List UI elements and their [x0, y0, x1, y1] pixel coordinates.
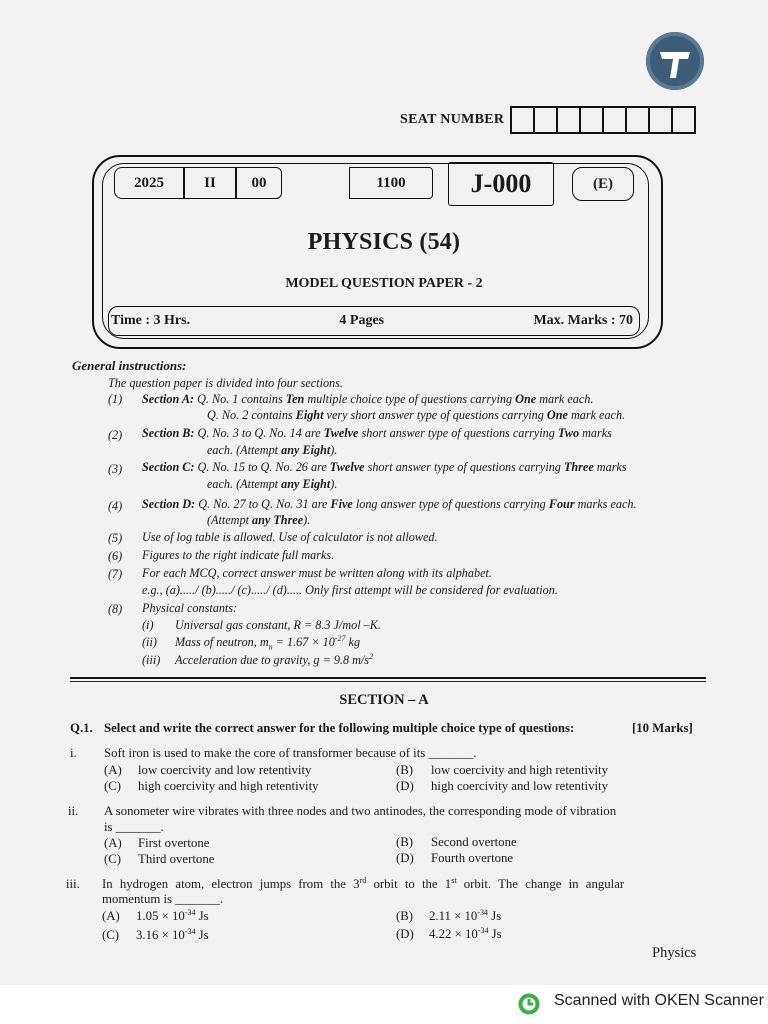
instructions-intro: The question paper is divided into four sections. — [108, 376, 343, 390]
option-text: low coercivity and high retentivity — [431, 763, 608, 777]
option-label: (C) — [104, 852, 122, 866]
subquestion-number: ii. — [68, 804, 79, 818]
option-label: (B) — [396, 763, 414, 777]
seat-number-label: SEAT NUMBER — [400, 112, 505, 127]
constant-neutron-mass: Mass of neutron, $m_n = 1.67 \times 10^{-27}$ kg — [175, 634, 361, 652]
instruction-number: (1) — [108, 392, 123, 406]
divider — [70, 677, 706, 679]
term-box: II — [184, 167, 236, 199]
option-label: (C) — [104, 779, 122, 793]
option-label: (D) — [396, 851, 414, 865]
scanner-watermark-text: Scanned with OKEN Scanner — [554, 992, 764, 1009]
constant-number: (iii) — [142, 653, 161, 667]
instruction-mcq: For each MCQ, correct answer must be written along with its alphabet. — [142, 566, 492, 580]
seat-number-field — [400, 106, 696, 134]
instruction-section-a: Section A: Q. No. 1 contains Ten multiple choice type of questions carrying One mark each. — [142, 392, 594, 406]
instruction-number: (3) — [108, 462, 123, 476]
subquestion-ii-text-line2: is _______. — [104, 820, 164, 834]
subquestion-ii-text: A sonometer wire vibrates with three nodes and two antinodes, the corresponding mode of vibration — [104, 804, 617, 818]
paper-meta-row — [108, 306, 640, 336]
option-text: $4.22 \times 10^{-34}$ Js — [429, 926, 502, 941]
instruction-number: (6) — [108, 549, 123, 563]
seat-box — [579, 106, 604, 134]
constant-gas: Universal gas constant, R = 8.3 J/mol –K. — [175, 618, 381, 632]
paper-title: PHYSICS (54) — [307, 229, 461, 255]
option-text: $1.05 \times 10^{-34}$ Js — [136, 908, 209, 923]
question-1-text: Select and write the correct answer for the following multiple choice type of questions: — [104, 721, 575, 735]
instruction-section-c: Section C: Q. No. 15 to Q. No. 26 are Twelve short answer type of questions carrying Three marks — [142, 460, 627, 474]
instruction-figures: Figures to the right indicate full marks. — [142, 548, 335, 562]
subquestion-number: i. — [70, 746, 77, 760]
number-box: 1100 — [349, 167, 433, 199]
max-marks-label: Max. Marks : 70 — [533, 313, 633, 328]
option-label: (C) — [102, 928, 120, 942]
option-text: First overtone — [138, 836, 210, 850]
option-label: (D) — [396, 927, 414, 941]
question-1-marks: [10 Marks] — [632, 721, 693, 735]
instruction-section-b: Section B: Q. No. 3 to Q. No. 14 are Twelve short answer type of questions carrying Two marks — [142, 426, 612, 440]
option-text: Fourth overtone — [431, 851, 514, 865]
option-label: (A) — [102, 909, 120, 923]
publisher-logo — [646, 32, 704, 90]
paper-subtitle: MODEL QUESTION PAPER - 2 — [285, 276, 483, 291]
instruction-log-table: Use of log table is allowed. Use of calculator is not allowed. — [142, 530, 438, 544]
subquestion-iii-text-line2: momentum is _______. — [102, 892, 224, 906]
instruction-constants: Physical constants: — [142, 601, 238, 615]
seat-box — [533, 106, 558, 134]
instructions-heading: General instructions: — [72, 358, 187, 373]
seat-box — [648, 106, 673, 134]
divider — [70, 681, 706, 682]
code-box: 00 — [236, 167, 282, 199]
instruction-section-c-line2: each. (Attempt any Eight). — [207, 477, 338, 491]
seat-number-boxes — [512, 106, 696, 134]
subquestion-i-text: Soft iron is used to make the core of transformer because of its _______. — [104, 746, 477, 760]
seat-box — [556, 106, 581, 134]
instruction-number: (7) — [108, 567, 123, 581]
constant-gravity: Acceleration due to gravity, g = 9.8 $m/s^2$ — [175, 652, 374, 667]
instruction-number: (8) — [108, 602, 123, 616]
instruction-mcq-example: e.g., (a)...../ (b)...../ (c)...../ (d)..... Only first attempt will be considered for evaluation. — [142, 583, 558, 597]
option-text: high coercivity and low retentivity — [431, 779, 608, 793]
subquestion-iii-text: In hydrogen atom, electron jumps from the 3rd orbit to the 1st orbit. The change in angular — [102, 876, 625, 891]
section-a-title: SECTION – A — [339, 692, 429, 708]
instruction-section-b-line2: each. (Attempt any Eight). — [207, 443, 338, 457]
time-label: Time : 3 Hrs. — [111, 313, 191, 328]
instruction-number: (2) — [108, 428, 123, 442]
instruction-number: (5) — [108, 531, 123, 545]
seat-box — [671, 106, 696, 134]
language-box: (E) — [572, 167, 634, 201]
option-text: $3.16 \times 10^{-34}$ Js — [136, 927, 209, 942]
question-number: Q.1. — [70, 721, 93, 735]
instruction-section-a-line2: Q. No. 2 contains Eight very short answer type of questions carrying One mark each. — [207, 408, 626, 422]
footer-subject: Physics — [652, 945, 697, 961]
instruction-section-d-line2: (Attempt any Three). — [207, 513, 311, 527]
option-label: (A) — [104, 836, 122, 850]
option-label: (B) — [396, 835, 414, 849]
instruction-number: (4) — [108, 499, 123, 513]
option-label: (B) — [396, 909, 414, 923]
seat-box — [625, 106, 650, 134]
constant-number: (ii) — [142, 635, 157, 649]
constant-number: (i) — [142, 618, 154, 632]
seat-box — [510, 106, 535, 134]
option-text: $2.11 \times 10^{-34}$ Js — [429, 908, 502, 923]
t-logo-icon — [646, 32, 704, 90]
paper-code-box: J-000 — [448, 162, 554, 206]
option-text: low coercivity and low retentivity — [138, 763, 312, 777]
subquestion-number: iii. — [66, 877, 80, 891]
pages-label: 4 Pages — [339, 313, 385, 328]
oken-scanner-icon — [518, 993, 540, 1015]
year-box: 2025 — [114, 167, 184, 199]
instruction-section-d: Section D: Q. No. 27 to Q. No. 31 are Five long answer type of questions carrying Four marks each. — [142, 497, 637, 511]
option-label: (D) — [396, 779, 414, 793]
seat-box — [602, 106, 627, 134]
option-label: (A) — [104, 763, 122, 777]
option-text: Second overtone — [431, 835, 517, 849]
option-text: high coercivity and high retentivity — [138, 779, 319, 793]
option-text: Third overtone — [138, 852, 215, 866]
